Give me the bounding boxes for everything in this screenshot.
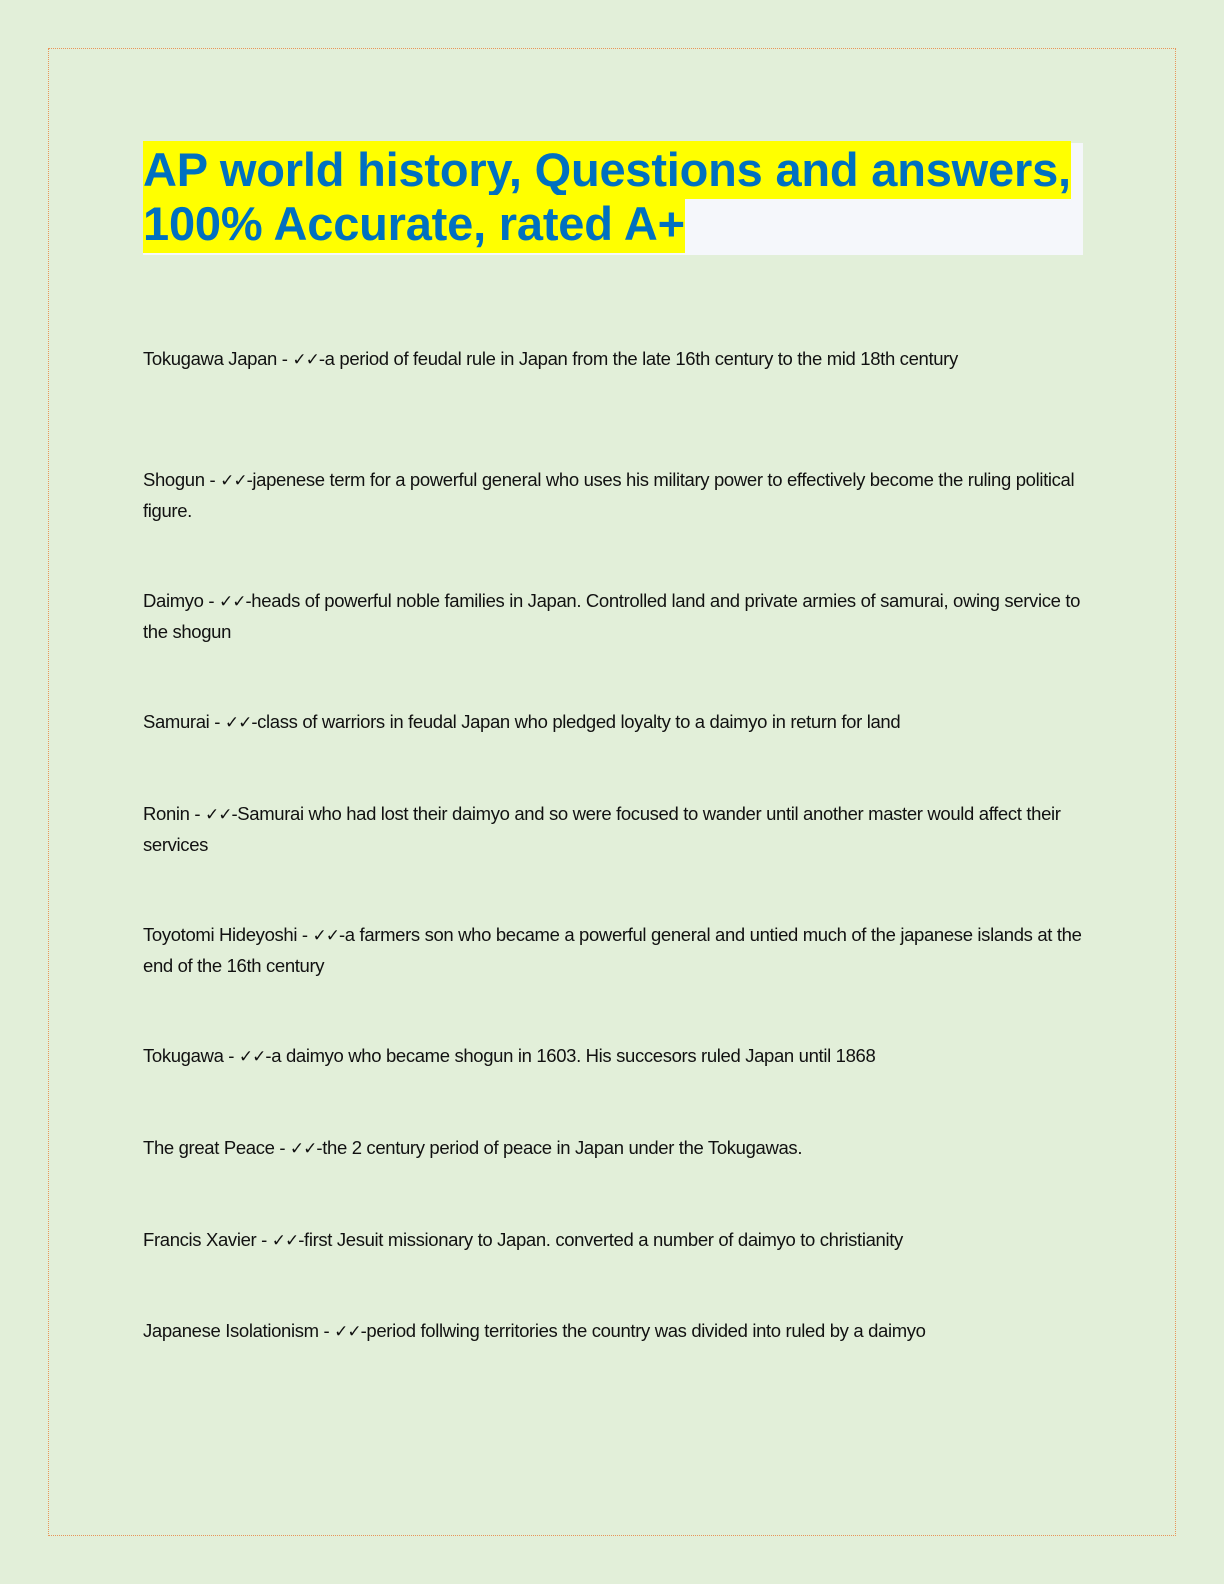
entry-definition: -japenese term for a powerful general who uses his military power to effectively become the ruling political figure. xyxy=(143,469,1075,521)
checkmark-icon: ✓✓ xyxy=(219,592,246,612)
title-highlight: AP world history, Questions and answers, 100% Accurate, rated A+ xyxy=(143,141,1071,253)
entry-definition: -a farmers son who became a powerful general and untied much of the japanese islands at the end of the 16th century xyxy=(143,924,1082,976)
checkmark-icon: ✓✓ xyxy=(238,1047,266,1067)
entry-term: Tokugawa xyxy=(143,1045,224,1066)
entry-separator: - xyxy=(209,711,225,732)
checkmark-icon: ✓✓ xyxy=(289,1139,317,1159)
qa-entry xyxy=(143,1133,1083,1164)
entry-definition: -period follwing territories the country was divided into ruled by a daimyo xyxy=(360,1320,926,1341)
entry-separator: - xyxy=(274,1137,290,1158)
entry-term: Daimyo xyxy=(143,590,204,611)
entry-definition: -heads of powerful noble families in Japan. Controlled land and private armies of samurai, owing service to the shogun xyxy=(143,590,1081,642)
qa-entry xyxy=(143,920,1083,980)
title-block xyxy=(143,143,1083,255)
entry-definition: -first Jesuit missionary to Japan. converted a number of daimyo to christianity xyxy=(298,1229,903,1250)
entry-term: Shogun xyxy=(143,469,205,490)
qa-entry xyxy=(143,465,1083,525)
qa-entry xyxy=(143,799,1083,859)
entry-term: Tokugawa Japan xyxy=(143,348,277,369)
qa-entry xyxy=(143,1225,1083,1256)
checkmark-icon: ✓✓ xyxy=(220,471,247,491)
entry-separator: - xyxy=(203,590,219,611)
entry-term: Toyotomi Hideyoshi xyxy=(143,924,298,945)
checkmark-icon: ✓✓ xyxy=(204,805,232,825)
entry-term: Francis Xavier xyxy=(143,1229,257,1250)
entry-term: Ronin xyxy=(143,803,190,824)
entry-separator: - xyxy=(223,1045,239,1066)
entry-separator: - xyxy=(318,1320,335,1341)
entry-definition: -a period of feudal rule in Japan from the late 16th century to the mid 18th century xyxy=(318,348,958,369)
entry-separator: - xyxy=(204,469,221,490)
document-title xyxy=(143,143,1083,251)
entry-separator: - xyxy=(189,803,205,824)
page-border xyxy=(48,48,1176,1536)
checkmark-icon: ✓✓ xyxy=(224,713,252,733)
entry-separator: - xyxy=(256,1229,272,1250)
entry-definition: -the 2 century period of peace in Japan under the Tokugawas. xyxy=(316,1137,803,1158)
entry-definition: -Samurai who had lost their daimyo and so were focused to wander until another master would affect their services xyxy=(143,803,1061,855)
qa-entry xyxy=(143,586,1083,646)
qa-entry xyxy=(143,707,1083,738)
entry-definition: -a daimyo who became shogun in 1603. His succesors ruled Japan until 1868 xyxy=(265,1045,876,1066)
qa-entry xyxy=(143,1041,1083,1072)
entry-term: The great Peace xyxy=(143,1137,275,1158)
qa-entry xyxy=(143,1316,1083,1347)
entry-term: Japanese Isolationism xyxy=(143,1320,319,1341)
qa-entry xyxy=(143,344,1083,375)
entry-definition: -class of warriors in feudal Japan who pledged loyalty to a daimyo in return for land xyxy=(251,711,901,732)
checkmark-icon: ✓✓ xyxy=(312,926,339,946)
entry-separator: - xyxy=(276,348,293,369)
checkmark-icon: ✓✓ xyxy=(292,350,319,370)
entry-term: Samurai xyxy=(143,711,210,732)
checkmark-icon: ✓✓ xyxy=(334,1322,361,1342)
checkmark-icon: ✓✓ xyxy=(271,1231,299,1251)
entry-separator: - xyxy=(297,924,313,945)
